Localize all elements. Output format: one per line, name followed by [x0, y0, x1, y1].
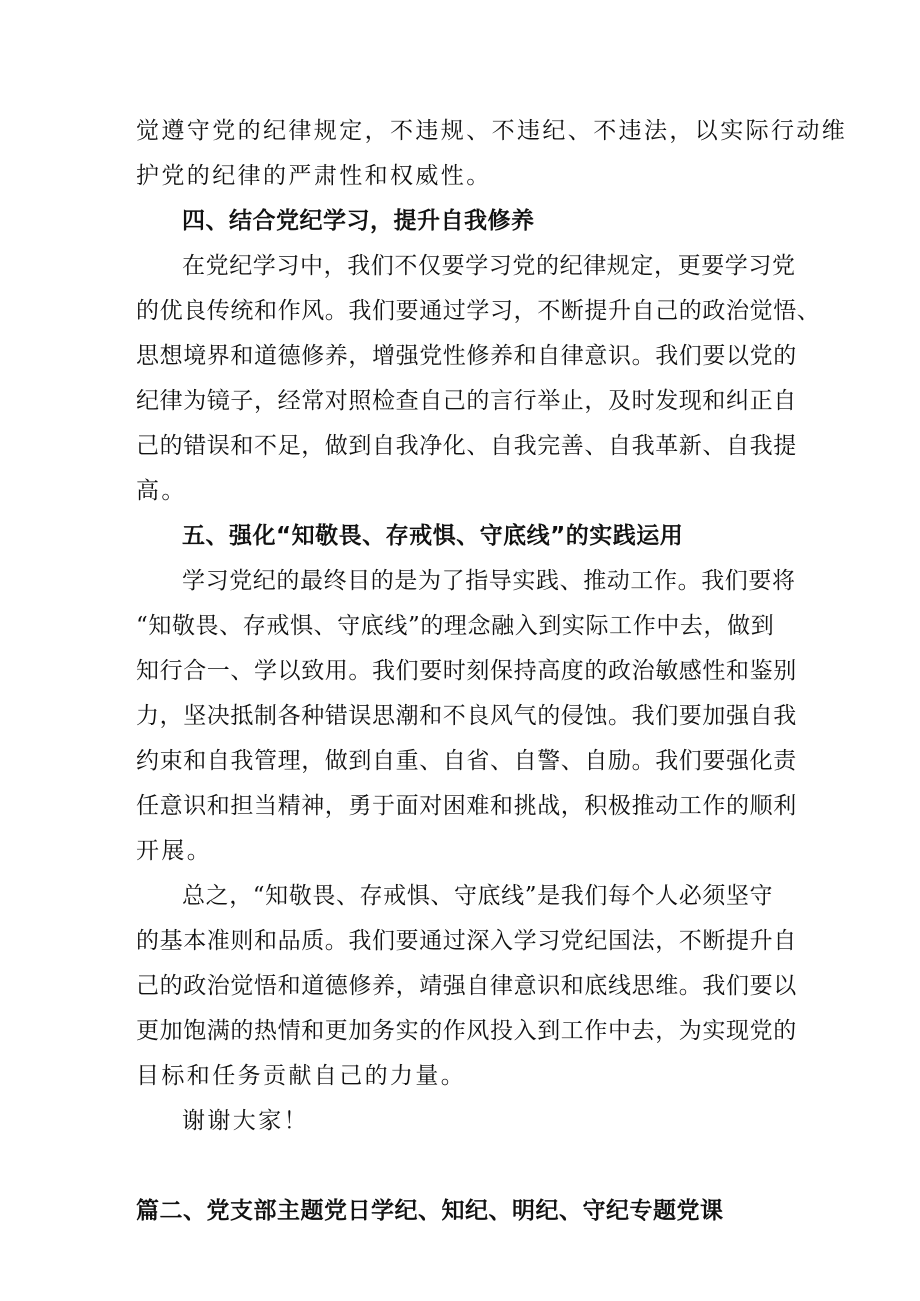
paragraph-line: 的优良传统和作风。我们要通过学习，不断提升自己的政治觉悟、 [136, 298, 821, 324]
paragraph-line: 护党的纪律的严肃性和权威性。 [136, 163, 492, 189]
paragraph-line: 思想境界和道德修养，增强党性修养和自律意识。我们要以党的 [136, 343, 797, 369]
paragraph-line: 更加饱满的热情和更加务实的作风投入到工作中去，为实现党的 [136, 1018, 797, 1044]
paragraph-line: 觉遵守党的纪律规定，不违规、不违纪、不违法，以实际行动维 [136, 118, 848, 144]
paragraph-line: 在党纪学习中，我们不仅要学习党的纪律规定，更要学习党 [182, 253, 796, 279]
paragraph-line: 任意识和担当精神，勇于面对困难和挑战，积极推动工作的顺利 [136, 793, 797, 819]
paragraph-line: 的基本准则和品质。我们要通过深入学习党纪国法，不断提升自 [136, 928, 797, 954]
paragraph-line: 纪律为镜子，经常对照检查自己的言行举止，及时发现和纠正自 [136, 388, 797, 414]
closing-remark: 谢谢大家！ [182, 1108, 309, 1134]
paragraph-line: 总之，“知敬畏、存戒惧、守底线”是我们每个人必须坚守 [182, 883, 774, 909]
paragraph-line: 约束和自我管理，做到自重、自省、自警、自励。我们要强化责 [136, 748, 797, 774]
paragraph-line: 力，坚决抵制各种错误思潮和不良风气的侵蚀。我们要加强自我 [136, 703, 797, 729]
section-heading-4: 四、结合党纪学习，提升自我修养 [182, 208, 535, 234]
paragraph-line: 目标和任务贡献自己的力量。 [136, 1063, 467, 1089]
paragraph-line: 己的政治觉悟和道德修养，靖强自律意识和底线思维。我们要以 [136, 973, 797, 999]
paragraph-line: 知行合一、学以致用。我们要时刻保持高度的政治敏感性和鉴别 [136, 658, 797, 684]
paragraph-line: 己的错误和不足，做到自我净化、自我完善、自我革新、自我提 [136, 433, 797, 459]
section-heading-5: 五、强化“知敬畏、存戒惧、守底线”的实践运用 [182, 523, 684, 549]
paragraph-line: 学习党纪的最终目的是为了指导实践、推动工作。我们要将 [182, 568, 796, 594]
paragraph-line: “知敬畏、存戒惧、守底线”的理念融入到实际工作中去，做到 [136, 613, 775, 639]
paragraph-line: 高。 [136, 478, 187, 504]
paragraph-line: 开展。 [136, 838, 213, 864]
next-article-title: 篇二、党支部主题党日学纪、知纪、明纪、守纪专题党课 [136, 1198, 724, 1224]
